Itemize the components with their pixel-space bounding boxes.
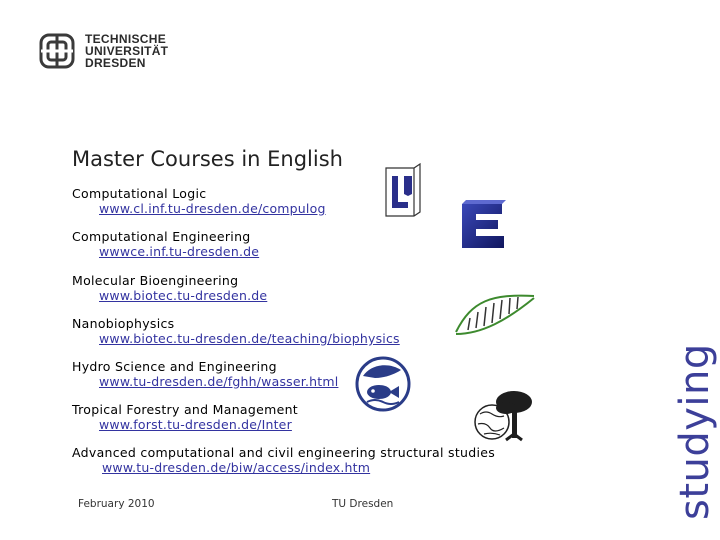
page-title: Master Courses in English [72,147,343,171]
course-name: Computational Logic [72,186,207,201]
logo-wordmark [85,33,168,69]
university-logo [39,33,168,69]
logo-line-2: UNIVERSITÄT [85,44,169,58]
hydro-science-emblem-icon [355,356,411,412]
footer-institution: TU Dresden [332,498,394,510]
course-item [72,317,400,346]
dna-helix-icon [452,290,538,340]
course-link[interactable]: www.tu-dresden.de/fghh/wasser.html [99,374,339,389]
logo-line-3: DRESDEN [85,56,146,70]
course-item [72,274,267,303]
course-name: Computational Engineering [72,229,251,244]
footer-date: February 2010 [78,498,155,510]
logo-line-1: TECHNISCHE [85,32,167,46]
computational-engineering-logo-icon [458,198,506,252]
course-item [72,446,495,475]
course-name: Molecular Bioengineering [72,273,239,288]
course-item [72,187,326,216]
course-item [72,403,298,432]
course-item [72,230,259,259]
course-link[interactable]: www.tu-dresden.de/biw/access/index.htm [102,460,371,475]
course-link[interactable]: wwwce.inf.tu-dresden.de [99,244,260,259]
course-link[interactable]: www.biotec.tu-dresden.de [99,288,268,303]
computational-logic-logo-icon [384,162,424,218]
course-item [72,360,338,389]
course-name: Nanobiophysics [72,316,175,331]
course-name: Hydro Science and Engineering [72,359,277,374]
course-link[interactable]: www.forst.tu-dresden.de/Inter [99,417,292,432]
course-link[interactable]: www.biotec.tu-dresden.de/teaching/biophysics [99,331,400,346]
course-link[interactable]: www.cl.inf.tu-dresden.de/compulog [99,201,326,216]
course-name: Advanced computational and civil engineering structural studies [72,445,496,460]
side-banner-text: studying [672,343,718,520]
course-name: Tropical Forestry and Management [72,402,298,417]
forestry-tree-globe-icon [470,388,536,446]
tu-dresden-emblem-icon [39,33,75,69]
